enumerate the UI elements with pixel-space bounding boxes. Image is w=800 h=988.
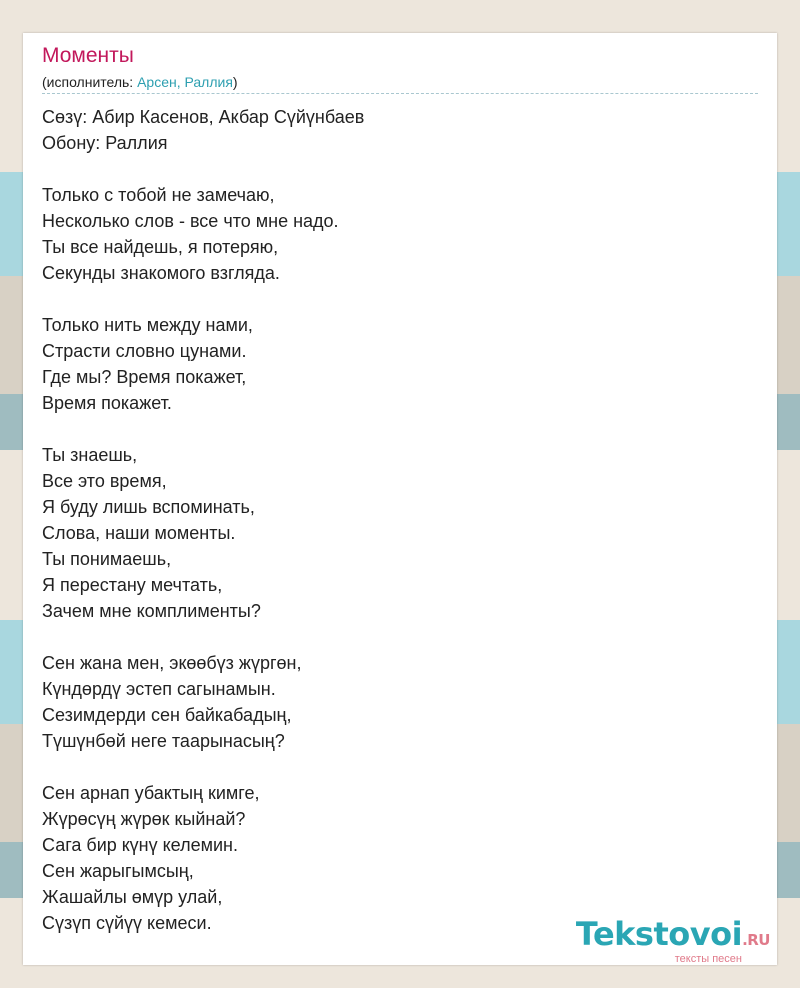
lyric-line: Сен жана мен, экөөбүз жүргөн, [42,653,302,673]
stanza-gap [42,754,364,780]
performer-link[interactable]: Арсен, Раллия [137,74,233,90]
lyric-line: Ты все найдешь, я потеряю, [42,237,279,257]
stanza-gap [42,156,364,182]
stanza-gap [42,416,364,442]
lyric-line: Где мы? Время покажет, [42,367,247,387]
lyric-line: Жашайлы өмүр улай, [42,887,223,907]
lyric-line: Все это время, [42,471,167,491]
logo-name: Tekstovoi [575,915,743,953]
lyric-line: Сага бир күнү келемин. [42,835,238,855]
lyric-line: Зачем мне комплименты? [42,601,261,621]
lyrics-card [23,33,777,965]
lyric-line: Я буду лишь вспоминать, [42,497,255,517]
lyric-line: Күндөрдү эстеп сагынамын. [42,679,276,699]
lyric-line: Түшүнбөй неге таарынасың? [42,731,285,751]
lyric-line: Страсти словно цунами. [42,341,247,361]
lyric-line: Только с тобой не замечаю, [42,185,275,205]
title-divider [42,93,758,94]
lyric-line: Сүзүп сүйүү кемеси. [42,913,212,933]
performer-prefix: (исполнитель: [42,74,138,90]
site-logo[interactable] [576,917,770,965]
lyric-line: Обону: Раллия [42,133,168,153]
logo-tld: .RU [742,931,770,949]
lyric-line: Время покажет. [42,393,172,413]
performer-suffix: ) [232,74,238,90]
song-title: Моменты [42,44,134,67]
lyric-line: Сен жарыгымсың, [42,861,194,881]
lyric-line: Сөзү: Абир Касенов, Акбар Сүйүнбаев [42,107,365,127]
lyrics-text [42,104,364,936]
stanza-gap [42,624,364,650]
lyric-line: Я перестану мечтать, [42,575,223,595]
lyric-line: Секунды знакомого взгляда. [42,263,280,283]
lyric-line: Несколько слов - все что мне надо. [42,211,339,231]
logo-tagline: тексты песен [674,953,742,965]
lyric-line: Ты знаешь, [42,445,138,465]
lyric-line: Слова, наши моменты. [42,523,236,543]
stanza-gap [42,286,364,312]
lyric-line: Жүрөсүң жүрөк кыйнай? [42,809,246,829]
lyric-line: Сен арнап убактың кимге, [42,783,260,803]
lyric-line: Только нить между нами, [42,315,253,335]
lyric-line: Сезимдерди сен байкабадың, [42,705,292,725]
performer-line [42,74,238,90]
lyric-line: Ты понимаешь, [42,549,172,569]
